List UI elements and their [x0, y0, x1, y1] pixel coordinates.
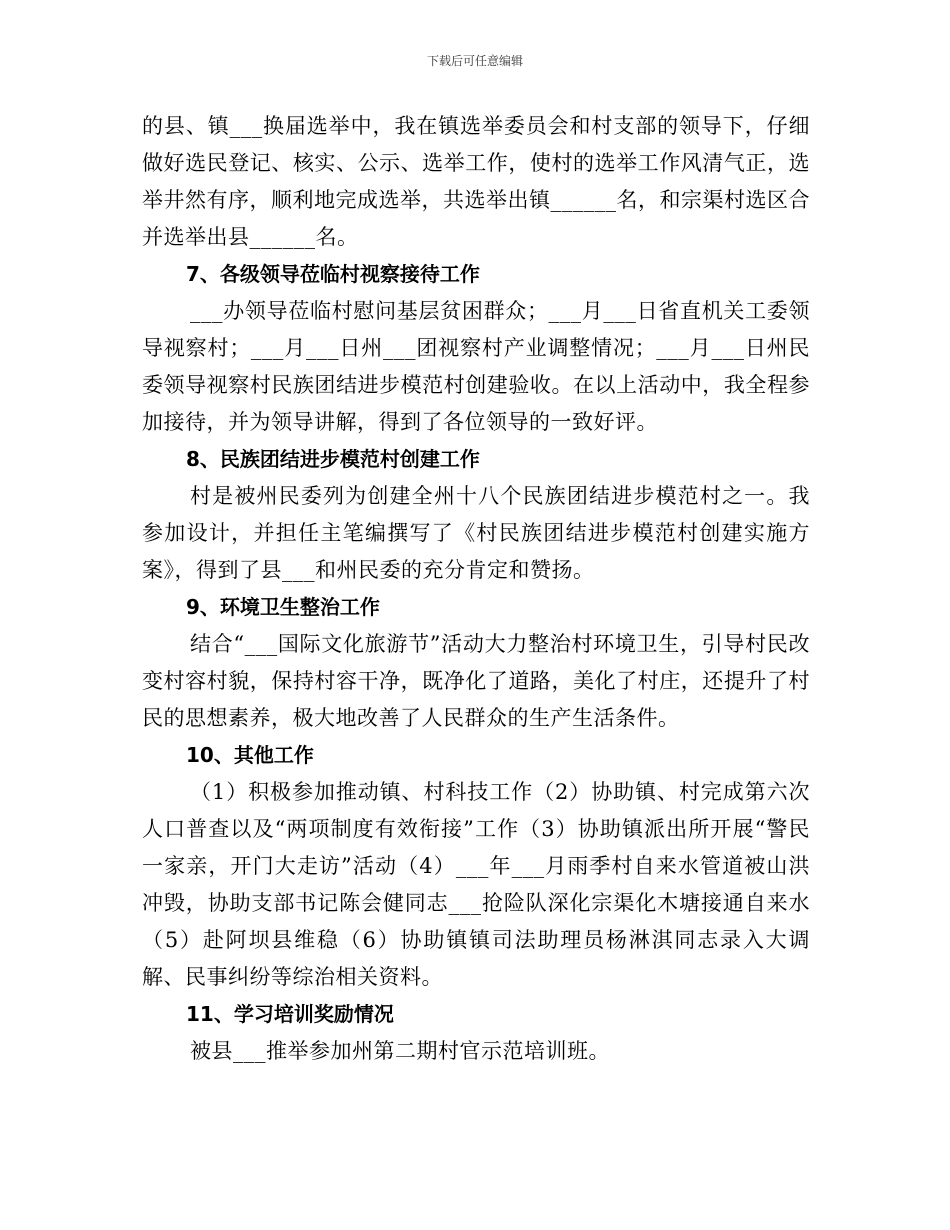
- paragraph-ethnic-unity: 村是被州民委列为创建全州十八个民族团结进步模范村之一。我参加设计，并担任主笔编撰写了《村民族团结进步模范村创建实施方案》，得到了县___和州民委的充分肯定和赞扬。: [142, 484, 810, 582]
- paragraph-training: 被县___推举参加州第二期村官示范培训班。: [190, 1039, 610, 1063]
- paragraph-leader-visits: ___办领导莅临村慰问基层贫困群众；___月___日省直机关工委领导视察村；___月___日州___团视察村产业调整情况；___月___日州民委领导视察村民族团结进步模范村创建验收。在以上活动中，我全程参加接待，并为领导讲解，得到了各位领导的一致好评。: [142, 299, 810, 434]
- paragraph-other-work: （1）积极参加推动镇、村科技工作（2）协助镇、村完成第六次人口普查以及“两项制度有效衔接”工作（3）协助镇派出所开展“警民一家亲，开门大走访”活动（4）___年___月雨季村自来水管道被山洪冲毁，协助支部书记陈会健同志___抢险队深化宗渠化木塘接通自来水（5）赴阿坝县维稳（6）协助镇镇司法助理员杨淋淇同志录入大调解、民事纠纷等综治相关资料。: [142, 780, 810, 989]
- heading-leader-visits: 7、各级领导莅临村视察接待工作: [186, 262, 480, 286]
- paragraph-environment: 结合“___国际文化旅游节”活动大力整治村环境卫生，引导村民改变村容村貌，保持村容干净，既净化了道路，美化了村庄，还提升了村民的思想素养，极大地改善了人民群众的生产生活条件。: [142, 632, 810, 730]
- heading-environment: 9、环境卫生整治工作: [186, 595, 380, 619]
- heading-training: 11、学习培训奖励情况: [186, 1002, 394, 1026]
- page-header: 下载后可任意编辑: [426, 54, 523, 68]
- document-body: [142, 108, 810, 1070]
- paragraph-election: 的县、镇___换届选举中，我在镇选举委员会和村支部的领导下，仔细做好选民登记、核实、公示、选举工作，使村的选举工作风清气正，选举井然有序，顺利地完成选举，共选举出镇______名，和宗渠村选区合并选举出县______名。: [142, 114, 810, 249]
- heading-ethnic-unity: 8、民族团结进步模范村创建工作: [186, 447, 480, 471]
- heading-other-work: 10、其他工作: [186, 743, 314, 767]
